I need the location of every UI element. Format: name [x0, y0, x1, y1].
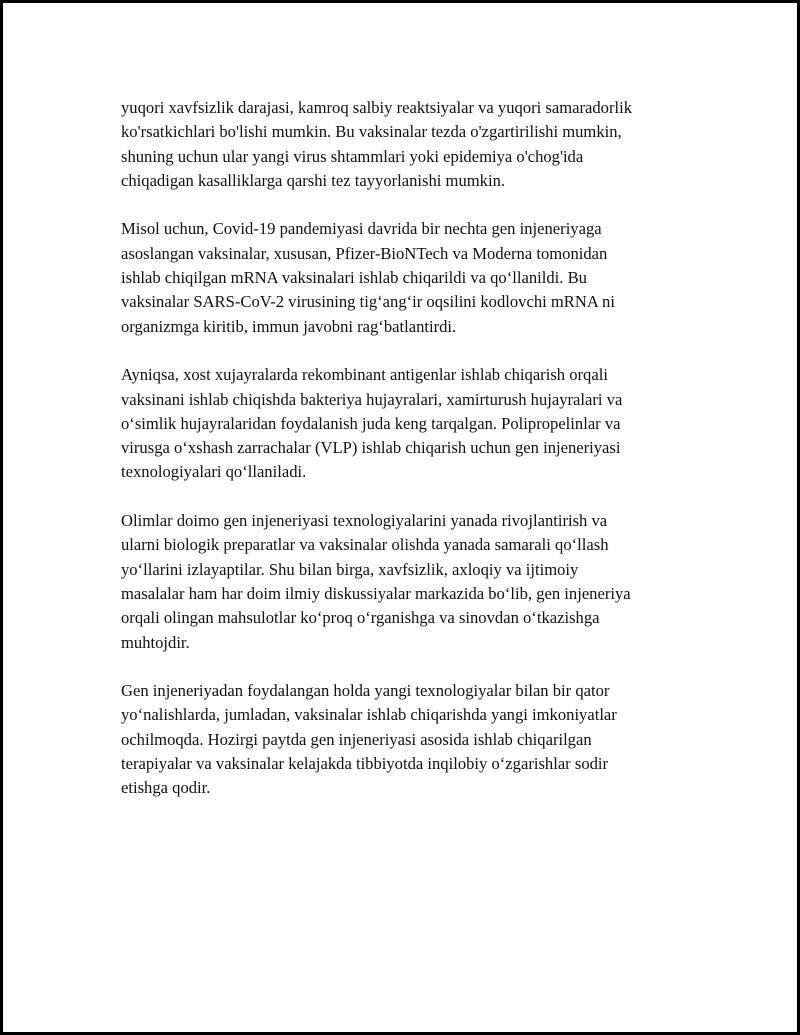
- text-line: virusga o‘xshash zarrachalar (VLP) ishlab chiqarish uchun gen injeneriyasi: [121, 438, 621, 458]
- paragraph-4: [121, 509, 701, 655]
- text-line: Misol uchun, Covid-19 pandemiyasi davrida bir nechta gen injeneriyaga: [121, 219, 602, 239]
- paragraph-1: [121, 96, 701, 193]
- text-line: muhtojdir.: [121, 632, 190, 652]
- text-line: chiqadigan kasalliklarga qarshi tez tayyorlanishi mumkin.: [121, 170, 506, 190]
- text-line: etishga qodir.: [121, 778, 211, 798]
- text-line: Olimlar doimo gen injeneriyasi texnologiyalarini yanada rivojlantirish va: [121, 511, 608, 531]
- text-line: orqali olingan mahsulotlar ko‘proq o‘rganishga va sinovdan o‘tkazishga: [121, 608, 600, 628]
- text-line: Gen injeneriyadan foydalangan holda yangi texnologiyalar bilan bir qator: [121, 681, 610, 701]
- text-line: ularni biologik preparatlar va vaksinalar olishda yanada samarali qo‘llash: [121, 535, 609, 555]
- text-line: vaksinalar SARS-CoV-2 virusining tig‘ang‘ir oqsilini kodlovchi mRNA ni: [121, 292, 615, 312]
- text-line: shuning uchun ular yangi virus shtammlari yoki epidemiya o'chog'ida: [121, 146, 584, 166]
- text-line: Ayniqsa, xost xujayralarda rekombinant antigenlar ishlab chiqarish orqali: [121, 365, 608, 385]
- text-line: yo‘nalishlarda, jumladan, vaksinalar ishlab chiqarishda yangi imkoniyatlar: [121, 705, 617, 725]
- text-line: masalalar ham har doim ilmiy diskussiyalar markazida bo‘lib, gen injeneriya: [121, 583, 631, 603]
- text-line: ko'rsatkichlari bo'lishi mumkin. Bu vaksinalar tezda o'zgartirilishi mumkin,: [121, 122, 622, 142]
- text-line: yuqori xavfsizlik darajasi, kamroq salbiy reaktsiyalar va yuqori samaradorlik: [121, 98, 633, 117]
- paragraph-2: [121, 217, 701, 338]
- text-line: organizmga kiritib, immun javobni rag‘batlantirdi.: [121, 316, 457, 336]
- document-body: [121, 96, 701, 825]
- text-line: texnologiyalari qo‘llaniladi.: [121, 462, 307, 482]
- text-line: yo‘llarini izlayaptilar. Shu bilan birga, xavfsizlik, axloqiy va ijtimoiy: [121, 559, 579, 579]
- text-line: o‘simlik hujayralaridan foydalanish juda keng tarqalgan. Polipropelinlar va: [121, 413, 621, 433]
- text-line: asoslangan vaksinalar, xususan, Pfizer-BioNTech va Moderna tomonidan: [121, 243, 608, 263]
- text-line: ochilmoqda. Hozirgi paytda gen injeneriyasi asosida ishlab chiqarilgan: [121, 729, 592, 749]
- text-line: terapiyalar va vaksinalar kelajakda tibbiyotda inqilobiy o‘zgarishlar sodir: [121, 754, 609, 774]
- text-line: ishlab chiqilgan mRNA vaksinalari ishlab chiqarildi va qo‘llanildi. Bu: [121, 268, 587, 288]
- paragraph-3: [121, 363, 701, 484]
- paragraph-5: [121, 679, 701, 800]
- text-line: vaksinani ishlab chiqishda bakteriya hujayralari, xamirturush hujayralari va: [121, 389, 623, 409]
